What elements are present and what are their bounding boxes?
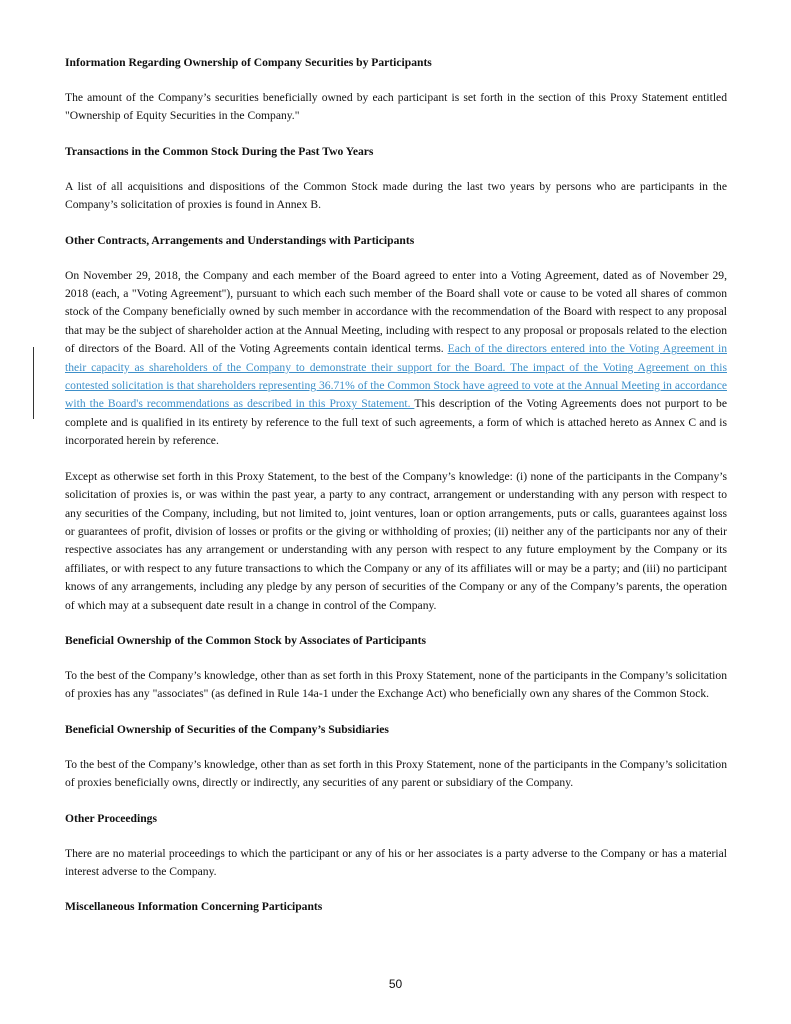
section-paragraph: To the best of the Company’s knowledge, other than as set forth in this Proxy Statement, none of the participants in the Company’s solicitation of proxies has any "associates" (as defined in Rule 14a-1 under the Exchange Act) who beneficially own any shares of the Common Stock. (65, 668, 727, 701)
document-page (65, 54, 727, 933)
section-paragraph: There are no material proceedings to which the participant or any of his or her associates is a party adverse to the Company or has a material interest adverse to the Company. (65, 846, 727, 878)
section-heading: Miscellaneous Information Concerning Participants (65, 900, 323, 914)
section-paragraph: A list of all acquisitions and dispositions of the Common Stock made during the last two years by persons who are participants in the Company’s solicitation of proxies is found in Annex B. (65, 179, 727, 212)
section-paragraph: To the best of the Company’s knowledge, other than as set forth in this Proxy Statement, none of the participants in the Company’s solicitation of proxies beneficially owns, directly or indirectly, any securities of any parent or subsidiary of the Company. (65, 757, 727, 790)
section-heading: Other Contracts, Arrangements and Understandings with Participants (65, 233, 415, 247)
page-number: 50 (388, 977, 403, 991)
section-subsidiaries-ownership (65, 721, 727, 793)
section-heading: Transactions in the Common Stock During the Past Two Years (65, 144, 374, 158)
section-other-proceedings (65, 810, 727, 882)
section-heading: Beneficial Ownership of the Common Stock by Associates of Participants (65, 633, 427, 647)
section-transactions (65, 143, 727, 215)
section-associates-ownership (65, 632, 727, 704)
voting-agreement-paragraph (65, 267, 727, 451)
section-paragraph: The amount of the Company’s securities beneficially owned by each participant is set forth in the section of this Proxy Statement entitled "Ownership of Equity Securities in the Company." (65, 91, 727, 123)
section-heading: Information Regarding Ownership of Company Securities by Participants (65, 56, 432, 69)
section-heading: Other Proceedings (65, 811, 157, 825)
section-paragraph: Except as otherwise set forth in this Proxy Statement, to the best of the Company’s knowledge: (i) none of the participants in the Company’s solicitation of proxies is, or was within the past year, a party to any contract, arrangement or understanding with any person with respect to any securities of the Company, including, but not limited to, joint ventures, loan or option arrangements, puts or calls, guarantees against loss or guarantees of profit, division of losses or profits or the giving or withholding of proxies; (ii) neither any of the participants nor any of their respective associates has any arrangement or understanding with any person with respect to any future employment by the Company or its affiliates, or with respect to any future transactions to which the Company or any of its affiliates will or may be a party; and (iii) no participant knows of any arrangements, including any pledge by any person of securities of the Company or any of the Company’s parents, the operation of which may at a subsequent date result in a change in control of the Company. (65, 469, 727, 612)
section-heading: Beneficial Ownership of Securities of the Company’s Subsidiaries (65, 722, 389, 736)
voting-agreement-link[interactable]: Each of the directors entered into the Voting Agreement in their capacity as shareholders of the Company to demonstrate their support for the Board. The impact of the Voting Agreement on this contested solicitation is that shareholders representing 36.71% of the Common Stock have agreed to vote at the Annual Meeting in accordance with the Board's recommendations as described in this Proxy Statement. (65, 342, 727, 411)
section-ownership-securities (65, 54, 727, 126)
revision-change-bar (33, 347, 34, 419)
voting-paragraph-text-continued: This description of the Voting Agreements does not purport to be complete and is qualified in its entirety by reference to the full text of such agreements, a form of which is attached hereto as Annex C and is incorporated herein by reference. (65, 397, 727, 448)
section-other-contracts (65, 232, 727, 615)
section-miscellaneous (65, 898, 727, 916)
voting-paragraph-text: On November 29, 2018, the Company and each member of the Board agreed to enter into a Voting Agreement, dated as of November 29, 2018 (each, a "Voting Agreement"), pursuant to which each such member of the Board shall vote or cause to be voted all shares of common stock of the Company beneficially owned by such member in accordance with the recommendation of the Board with respect to any proposal that may be the subject of shareholder action at the Annual Meeting, including with respect to any proposal or proposals related to the election of directors of the Board. All of the Voting Agreements contain identical terms. (65, 268, 727, 356)
